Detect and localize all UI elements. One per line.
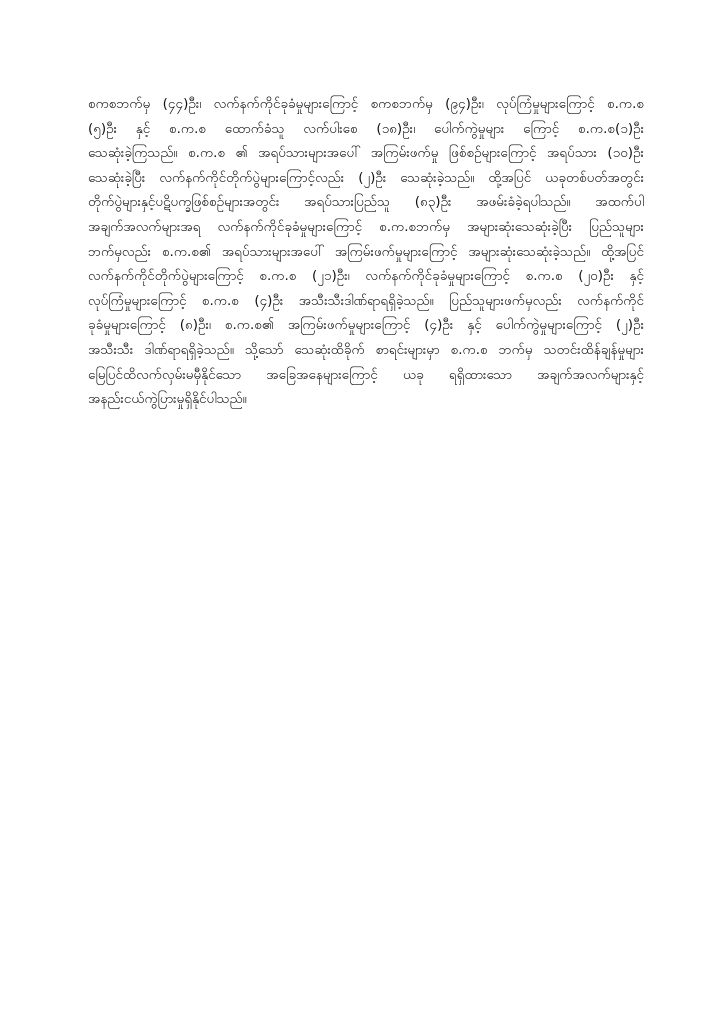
- text-line: မြေပြင်ထိလက်လှမ်းမမှီနိုင်သော အခြေအနေများကြောင့် ယခု ရရှိထားသော အချက်အလက်များနှင့်: [88, 366, 644, 383]
- text-line: အချက်အလက်များအရ လက်နက်ကိုင်ခုခံမှုများကြောင့် စ.က.စဘက်မှ အများဆုံးသေဆုံးခဲ့ပြီး ပြည်သူများ: [88, 218, 644, 235]
- text-line: အသီးသီး ဒါဏ်ရာရရှိခဲ့သည်။ သို့သော် သေဆုံးထိခိုက် စာရင်းများမှာ စ.က.စ ဘက်မှ သတင်းထိန်ချန်မှုများ: [88, 341, 644, 358]
- body-paragraph: [88, 92, 644, 412]
- text-line: (၅)ဦး နှင့် စ.က.စ ထောက်ခံသူ လက်ပါးစေ (၁၈)ဦး၊ ပေါက်ကွဲမှုများ ကြောင့် စ.က.စ(၁)ဦး: [88, 120, 644, 137]
- text-line: ခုခံမှုများကြောင့် (၈)ဦး၊ စ.က.စ၏ အကြမ်းဖက်မှုများကြောင့် (၄)ဦး နှင့် ပေါက်ကွဲမှုများကြောင့် (၂)ဦး: [88, 317, 644, 334]
- text-line: အနည်းငယ်ကွဲပြားမှုရှိနိုင်ပါသည်။: [88, 391, 247, 408]
- text-line: လက်နက်ကိုင်တိုက်ပွဲများကြောင့် စ.က.စ (၂၁)ဦး၊ လက်နက်ကိုင်ခုခံမှုများကြောင့် စ.က.စ (၂၀)ဦး နှင့်: [88, 268, 644, 285]
- text-line: သေဆုံးခဲ့ပြီး လက်နက်ကိုင်တိုက်ပွဲများကြောင့်လည်း (၂)ဦး သေဆုံးခဲ့သည်။ ထို့အပြင် ယခုတစ်ပတ်အတွင်း: [88, 169, 644, 186]
- text-line: စကစဘက်မှ (၄၄)ဦး၊ လက်နက်ကိုင်ခုခံမှုများကြောင့် စကစဘက်မှ (၉၄)ဦး၊ လုပ်ကြံမှုများကြောင့် စ.က.စ: [88, 96, 644, 112]
- text-line: သေဆုံးခဲ့ကြသည်။ စ.က.စ ၏ အရပ်သားများအပေါ် အကြမ်းဖက်မှု ဖြစ်စဥ်များကြောင့် အရပ်သား (၁၀)ဦး: [88, 145, 644, 162]
- text-line: ဘက်မှလည်း စ.က.စ၏ အရပ်သားများအပေါ် အကြမ်းဖက်မှုများကြောင့် အများဆုံးသေဆုံးခဲ့သည်။ ထို့အပြင်: [88, 243, 644, 260]
- text-line: တိုက်ပွဲများနှင့်ပဋိပက္ခဖြစ်စဥ်များအတွင်း အရပ်သားပြည်သူ (၈၃)ဦး အဖမ်းခံခဲ့ရပါသည်။ အထက်ပါ: [88, 194, 644, 211]
- text-line: လုပ်ကြံမှုများကြောင့် စ.က.စ (၄)ဦး အသီးသီးဒါဏ်ရာရရှိခဲ့သည်။ ပြည်သူများဖက်မှလည်း လက်နက်ကိုင်: [88, 292, 644, 309]
